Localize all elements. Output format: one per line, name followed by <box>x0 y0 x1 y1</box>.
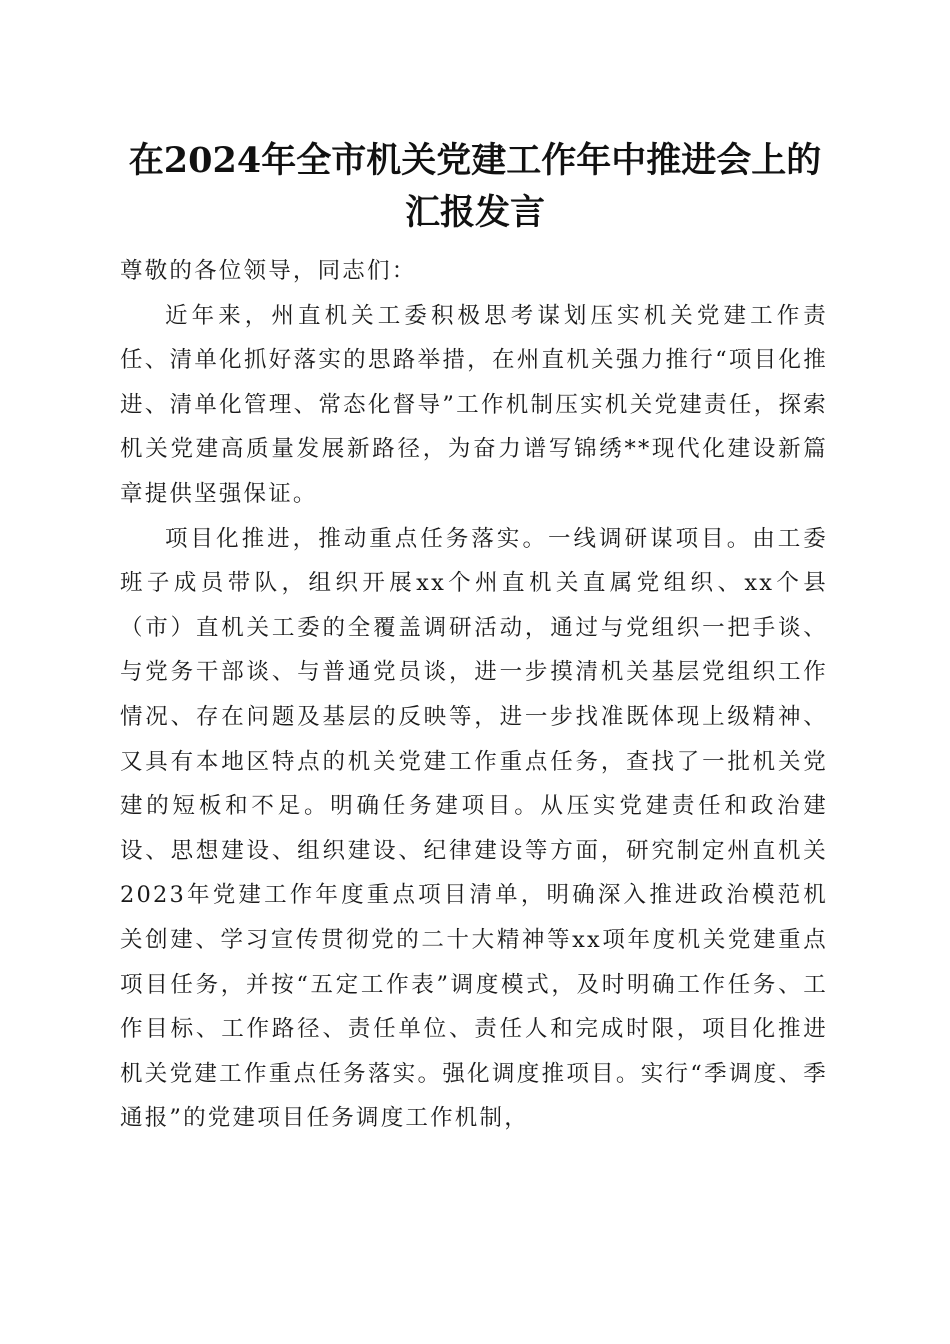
document-title <box>100 135 850 239</box>
paragraph-project: 项目化推进，推动重点任务落实。一线调研谋项目。由工委班子成员带队，组织开展xx个州直机关直属党组织、xx个县（市）直机关工委的全覆盖调研活动，通过与党组织一把手谈、与党务干部谈、与普通党员谈，进一步摸清机关基层党组织工作情况、存在问题及基层的反映等，进一步找准既体现上级精神、又具有本地区特点的机关党建工作重点任务，查找了一批机关党建的短板和不足。明确任务建项目。从压实党建责任和政治建设、思想建设、组织建设、纪律建设等方面，研究制定州直机关2023年党建工作年度重点项目清单，明确深入推进政治模范机关创建、学习宣传贯彻党的二十大精神等xx项年度机关党建重点项目任务，并按“五定工作表”调度模式，及时明确工作任务、工作目标、工作路径、责任单位、责任人和完成时限，项目化推进机关党建工作重点任务落实。强化调度推项目。实行“季调度、季通报”的党建项目任务调度工作机制， <box>120 525 828 1132</box>
document-body <box>120 249 828 1141</box>
title-line-1: 在2024年全市机关党建工作年中推进会上的 <box>128 140 822 181</box>
title-line-2: 汇报发言 <box>404 192 545 233</box>
salutation: 尊敬的各位领导，同志们： <box>120 258 417 284</box>
paragraph-intro: 近年来，州直机关工委积极思考谋划压实机关党建工作责任、清单化抓好落实的思路举措，在州直机关强力推行“项目化推进、清单化管理、常态化督导”工作机制压实机关党建责任，探索机关党建高质量发展新路径，为奋力谱写锦绣**现代化建设新篇章提供坚强保证。 <box>120 302 828 507</box>
